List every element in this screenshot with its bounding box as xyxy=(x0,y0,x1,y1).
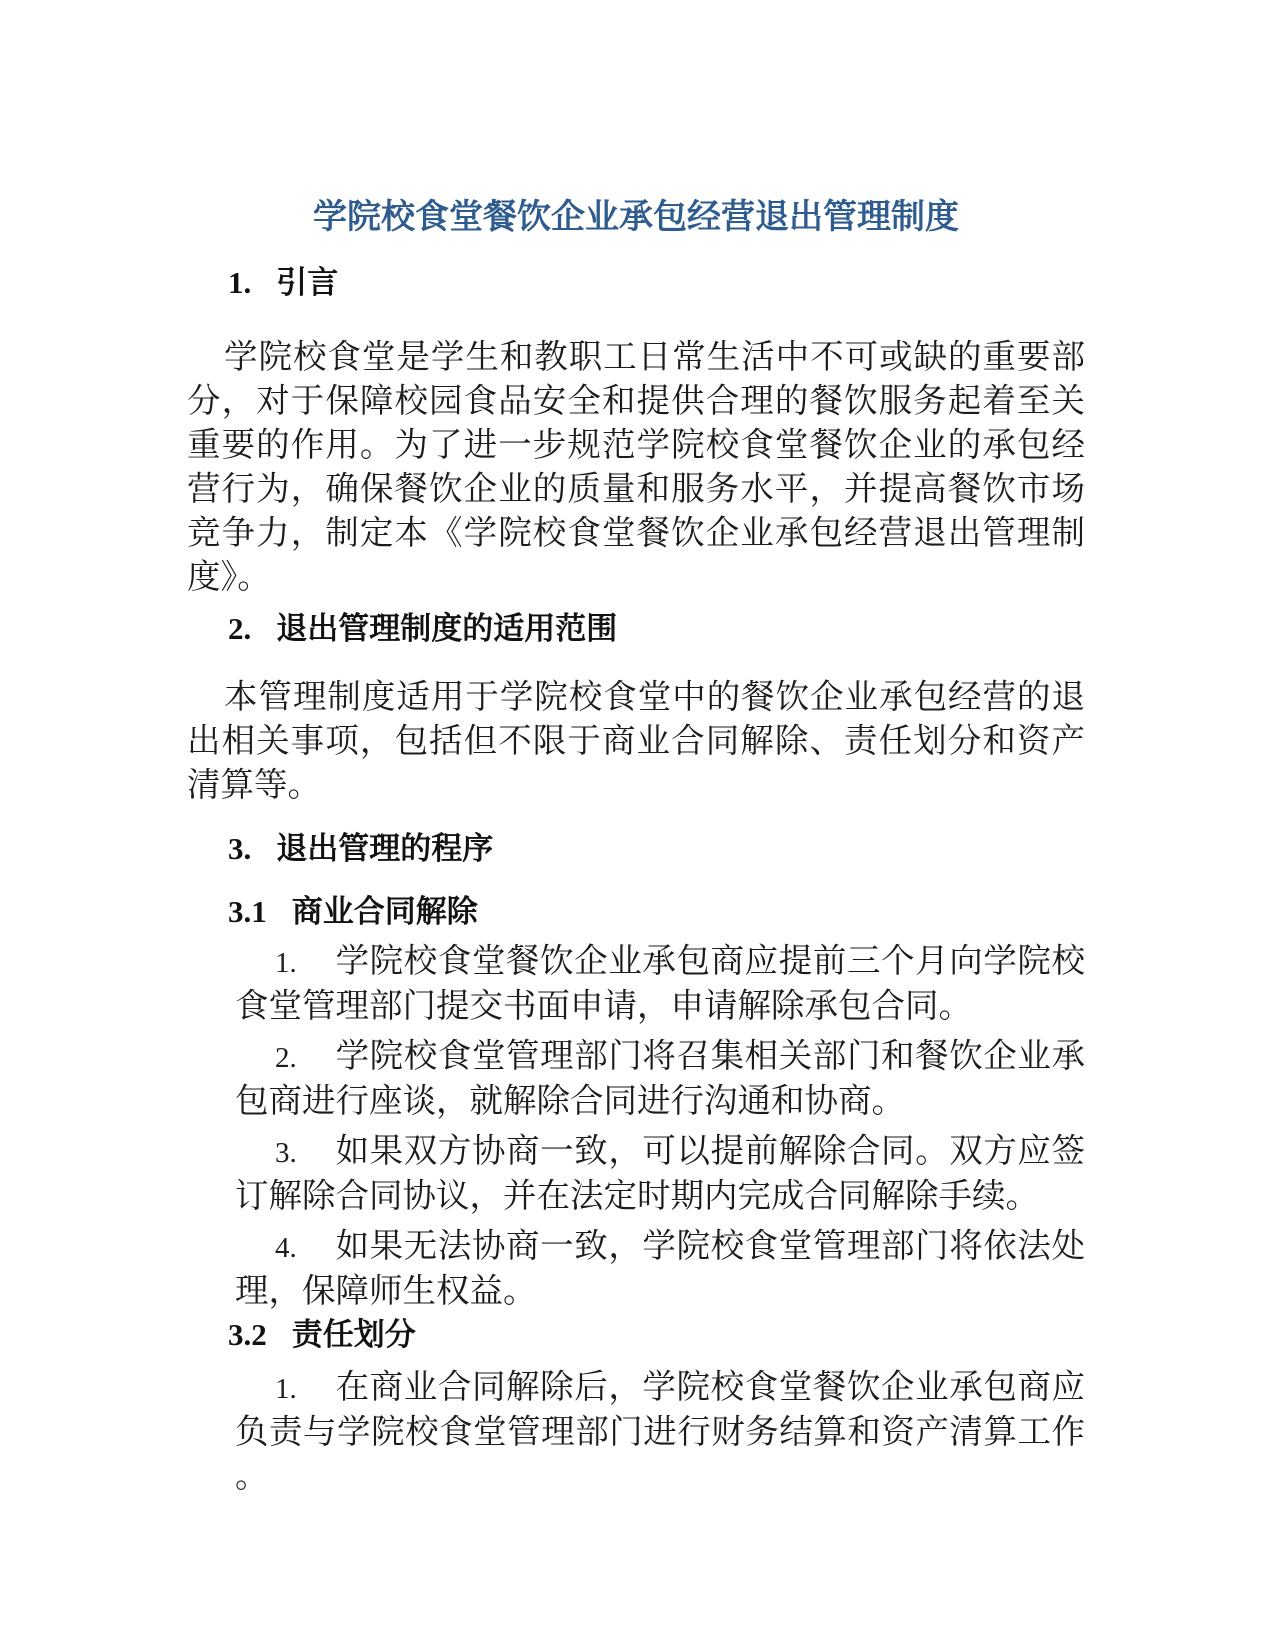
heading-number: 2. xyxy=(228,611,252,646)
heading-label: 退出管理的程序 xyxy=(276,831,494,867)
heading-number: 3.1 xyxy=(228,894,267,929)
heading-label: 责任划分 xyxy=(291,1317,416,1353)
list-item-number: 4. xyxy=(275,1232,297,1264)
list-item xyxy=(235,1225,1085,1314)
document-title: 学院校食堂餐饮企业承包经营退出管理制度 xyxy=(313,197,959,237)
heading-number: 3. xyxy=(228,831,252,866)
list-item-number: 3. xyxy=(275,1137,297,1169)
list-item-text: 学院校食堂管理部门将召集相关部门和餐饮企业承包商进行座谈，就解除合同进行沟通和协商。 xyxy=(235,1038,1085,1120)
section-heading-introduction xyxy=(187,262,1085,304)
list-item xyxy=(235,1035,1085,1124)
heading-number: 3.2 xyxy=(228,1317,267,1352)
list-item xyxy=(235,1366,1085,1499)
list-item xyxy=(235,940,1085,1029)
heading-label: 引言 xyxy=(276,265,339,301)
list-item-text: 如果无法协商一致，学院校食堂管理部门将依法处理，保障师生权益。 xyxy=(235,1228,1085,1310)
list-item-text: 学院校食堂餐饮企业承包商应提前三个月向学院校食堂管理部门提交书面申请，申请解除承包合同。 xyxy=(235,943,1085,1025)
list-item-number: 1. xyxy=(275,947,297,979)
paragraph-scope: 本管理制度适用于学院校食堂中的餐饮企业承包经营的退出相关事项，包括但不限于商业合同解除、责任划分和资产清算等。 xyxy=(187,679,1085,804)
section-heading-scope xyxy=(187,608,1085,650)
list-item-number: 2. xyxy=(275,1042,297,1074)
contract-termination-list xyxy=(187,940,1085,1314)
section-heading-procedure xyxy=(187,828,1085,870)
responsibility-list xyxy=(187,1366,1085,1499)
heading-label: 商业合同解除 xyxy=(291,894,478,930)
heading-label: 退出管理制度的适用范围 xyxy=(276,611,618,647)
paragraph-introduction: 学院校食堂是学生和教职工日常生活中不可或缺的重要部分，对于保障校园食品安全和提供合理的餐饮服务起着至关重要的作用。为了进一步规范学院校食堂餐饮企业的承包经营行为，确保餐饮企业的质量和服务水平，并提高餐饮市场竞争力，制定本《学院校食堂餐饮企业承包经营退出管理制度》。 xyxy=(187,339,1085,596)
list-item-text: 在商业合同解除后，学院校食堂餐饮企业承包商应负责与学院校食堂管理部门进行财务结算和资产清算工作。 xyxy=(235,1369,1085,1495)
subsection-heading-responsibility xyxy=(187,1314,1085,1356)
list-item-text: 如果双方协商一致，可以提前解除合同。双方应签订解除合同协议，并在法定时期内完成合同解除手续。 xyxy=(235,1133,1085,1215)
list-item xyxy=(235,1130,1085,1219)
heading-number: 1. xyxy=(228,265,252,300)
list-item-number: 1. xyxy=(275,1373,297,1405)
subsection-heading-contract-termination xyxy=(187,891,1085,933)
